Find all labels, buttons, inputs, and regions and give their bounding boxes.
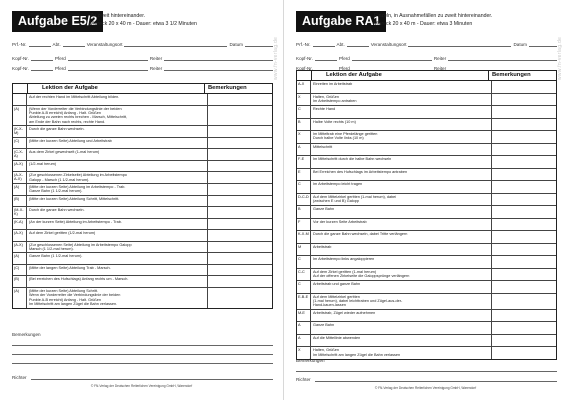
arena-letter: (A)	[13, 106, 27, 126]
lesson-text: Halbe Volte rechts (10 m)	[311, 119, 492, 131]
table-body	[297, 81, 556, 359]
remarks-cell[interactable]	[208, 138, 272, 149]
arena-letter: C	[297, 181, 311, 193]
lesson-text: Im Mittelschritt durch die halbe Bahn wechseln	[311, 156, 492, 168]
arena-letter: F-E	[297, 156, 311, 168]
watermark: www.fn-verlag.de	[273, 36, 279, 80]
right-sheet	[284, 0, 567, 400]
remarks-cell[interactable]	[492, 322, 556, 334]
lesson-text: Im Mitteltrab eine Pferdelänge geritten Durch halbe Volte links (10 m)	[311, 131, 492, 143]
field-line[interactable]	[31, 55, 53, 61]
field-label: Datum	[513, 42, 527, 47]
remarks-cell[interactable]	[208, 94, 272, 105]
arena-letter: B	[297, 206, 311, 218]
table-row	[297, 119, 556, 132]
arena-letter: (A-X)	[13, 242, 27, 253]
arena-letter: (M-X-K)	[13, 207, 27, 218]
arena-letter: A	[297, 144, 311, 156]
lesson-text: (Mitte der kurzen Seite) Abteilung Schritt, Mittelschritt.	[27, 196, 208, 207]
lesson-text: (1/2-mal herum)	[27, 161, 208, 172]
remarks-cell[interactable]	[492, 181, 556, 193]
remarks-cell[interactable]	[208, 172, 272, 183]
table-row	[13, 219, 272, 231]
signature-line[interactable]	[315, 376, 557, 382]
lesson-text: Einreiten im Arbeitstrab	[311, 81, 492, 93]
table-row	[297, 231, 556, 244]
field-line[interactable]	[29, 41, 51, 47]
arena-letter: A	[297, 335, 311, 347]
arena-letter: F	[297, 219, 311, 231]
arena-letter: (A-X)	[13, 161, 27, 172]
lesson-text: Mittelschritt	[311, 144, 492, 156]
table-row	[297, 156, 556, 169]
arena-letter: (A)	[13, 288, 27, 308]
table-row	[13, 126, 272, 138]
lesson-text: (Mitte der kurzen Seite) Abteilung im Arbeitstempo - Trab. Ganze Bahn (1 1/2-mal herum).	[27, 184, 208, 195]
signature-label: Richter	[296, 377, 311, 382]
description-line-1: Zu zweit hintereinander.	[90, 13, 146, 19]
table-row	[13, 207, 272, 219]
remarks-cell[interactable]	[208, 149, 272, 160]
lesson-text: (Zur geschlossenen Seite) Abteilung im Arbeitstempo Galopp Marsch (1 1/2-mal herum).	[27, 242, 208, 253]
lesson-text: Arbeitstrab	[311, 244, 492, 256]
table-row	[297, 269, 556, 282]
lesson-text: Auf der rechten Hand im Mittelschritt Abteilung bilden.	[27, 94, 208, 105]
remarks-cell[interactable]	[492, 256, 556, 268]
table-row	[13, 265, 272, 277]
remarks-cell[interactable]	[208, 288, 272, 308]
remarks-cell[interactable]	[208, 276, 272, 287]
field-line[interactable]	[31, 65, 53, 71]
lesson-text: Halten, Grüßen Im Mittelschritt am langen Zügel die Bahn verlassen	[311, 347, 492, 359]
lesson-text: (An der kurzen Seite) Abteilung im Arbeitstempo - Trab.	[27, 219, 208, 230]
arena-letter: E	[297, 169, 311, 181]
arena-letter: C-C	[297, 269, 311, 281]
field-label: Kopf-Nr.	[12, 56, 29, 61]
field-line[interactable]	[124, 41, 227, 47]
table-row	[297, 310, 556, 323]
field-label: Reiter	[149, 66, 163, 71]
remarks-cell[interactable]	[492, 244, 556, 256]
lesson-text: (Mitte der kurzen Seite) Abteilung Schritt. Wenn der Vorderreiter die Verbindungslinie der beiden Punkte A-B erreicht) Anfang - Halt. Grüßen Im Mittelschritt am langen Zügel die Bahn verlassen.	[27, 288, 208, 308]
lesson-table	[12, 83, 273, 309]
table-row	[297, 181, 556, 194]
arena-letter: D-C-D	[297, 194, 311, 206]
lesson-text: Auf dem Zirkel geritten (1-mal herum) Auf der offenen Zirkelseite die Galoppsprünge verlängern	[311, 269, 492, 281]
table-row	[13, 230, 272, 242]
signature-row	[296, 374, 557, 382]
field-line[interactable]	[408, 41, 511, 47]
lesson-text: Ganze Bahn	[311, 206, 492, 218]
field-line[interactable]	[68, 65, 148, 71]
remarks-cell[interactable]	[492, 294, 556, 309]
watermark: www.fn-verlag.de	[557, 36, 563, 80]
remarks-label: Bemerkungen	[296, 358, 325, 363]
remarks-cell[interactable]	[208, 161, 272, 172]
remarks-label: Bemerkungen	[12, 332, 41, 337]
description-line-2: Viereck 20 x 40 m - Dauer: etwa 3 1/2 Minuten	[90, 21, 197, 27]
lesson-table	[296, 70, 557, 360]
table-header	[297, 71, 556, 81]
field-row	[296, 54, 557, 61]
remarks-cell[interactable]	[208, 126, 272, 137]
arena-letter: (K-X-M)	[13, 126, 27, 137]
remarks-cell[interactable]	[492, 194, 556, 206]
arena-letter: C	[297, 256, 311, 268]
remarks-cell[interactable]	[492, 169, 556, 181]
arena-letter: (A)	[13, 253, 27, 264]
table-row	[297, 106, 556, 119]
lesson-text: Ganze Bahn	[311, 322, 492, 334]
lesson-text: Arbeitstrab, Zügel wieder aufnehmen	[311, 310, 492, 322]
field-line[interactable]	[68, 55, 148, 61]
arena-letter: C	[297, 106, 311, 118]
footer: © FN-Verlag der Deutschen Reiterlichen Vereinigung GmbH, Warendorf	[374, 386, 477, 390]
arena-letter: (B)	[13, 196, 27, 207]
sheet-header	[296, 11, 557, 33]
remarks-cell[interactable]	[492, 156, 556, 168]
arena-letter: (C)	[13, 265, 27, 276]
remarks-line[interactable]	[12, 337, 273, 346]
lesson-text: Im Arbeitstempo leicht tragen	[311, 181, 492, 193]
arena-letter	[13, 94, 27, 105]
field-label: Veranstaltungsort	[370, 42, 407, 47]
table-row	[297, 256, 556, 269]
signature-label: Richter	[12, 375, 27, 380]
remarks-line[interactable]	[12, 355, 273, 364]
table-row	[13, 106, 272, 127]
arena-letter: X	[297, 347, 311, 359]
remarks-cell[interactable]	[492, 94, 556, 106]
table-row	[297, 335, 556, 348]
lesson-text: Auf dem Zirkel geritten (1/2-mal herum)	[27, 230, 208, 241]
arena-letter: A-X	[297, 81, 311, 93]
field-line[interactable]	[63, 41, 85, 47]
arena-letter: (C)	[13, 138, 27, 149]
remarks-cell[interactable]	[492, 106, 556, 118]
field-row	[12, 64, 273, 71]
field-line[interactable]	[448, 55, 557, 61]
remarks-cell[interactable]	[208, 106, 272, 126]
arena-letter: A	[297, 322, 311, 334]
table-row	[13, 253, 272, 265]
table-row	[297, 347, 556, 359]
lesson-text: Arbeitstrab und ganze Bahn	[311, 281, 492, 293]
table-row	[13, 288, 272, 308]
description-line-2: Viereck 20 x 40 m - Dauer: etwa 3 Minuten	[374, 21, 473, 27]
arena-letter: M-E	[297, 310, 311, 322]
signature-line[interactable]	[31, 374, 273, 380]
table-row	[13, 276, 272, 288]
table-row	[297, 244, 556, 257]
table-row	[13, 161, 272, 173]
arena-letter: K-X-M	[297, 231, 311, 243]
field-label: Pferd	[54, 66, 66, 71]
lesson-text: Vor der kurzen Seite Arbeitstrab	[311, 219, 492, 231]
field-label: Veranstaltungsort	[86, 42, 123, 47]
field-row	[296, 40, 557, 47]
remarks-cell[interactable]	[492, 144, 556, 156]
table-row	[297, 281, 556, 294]
table-row	[13, 138, 272, 150]
field-line[interactable]	[245, 41, 273, 47]
remarks-section	[12, 332, 273, 364]
arena-letter: (K-A)	[13, 219, 27, 230]
field-label: Kopf-Nr.	[296, 56, 313, 61]
table-row	[297, 94, 556, 107]
table-row	[13, 196, 272, 208]
lesson-text: Im Arbeitstempo links angaloppieren	[311, 256, 492, 268]
remarks-column-header: Bemerkungen	[208, 85, 247, 91]
field-label: Prf.-Nr.	[296, 42, 311, 47]
remarks-cell[interactable]	[492, 310, 556, 322]
field-label: Reiter	[149, 56, 163, 61]
arena-letter: (A)	[13, 184, 27, 195]
lesson-text: Halten, Grüßen Im Arbeitstempo antraben	[311, 94, 492, 106]
table-row	[297, 294, 556, 310]
lesson-text: Auf dem Mittelzirkel geritten (1-mal herum), dabei (zwischen E und B) Galopp	[311, 194, 492, 206]
table-row	[297, 206, 556, 219]
field-line[interactable]	[529, 41, 557, 47]
field-label: Reiter	[433, 56, 447, 61]
field-label: Abt.	[52, 42, 61, 47]
arena-letter: C	[297, 281, 311, 293]
lesson-text: (Mitte der langen Seite) Abteilung Trab - Marsch.	[27, 265, 208, 276]
field-line[interactable]	[313, 41, 335, 47]
table-row	[13, 172, 272, 184]
lesson-text: Durch die ganze Bahn wechseln.	[27, 126, 208, 137]
left-sheet	[0, 0, 283, 400]
remarks-cell[interactable]	[492, 206, 556, 218]
field-line[interactable]	[352, 55, 432, 61]
field-label: Prf.-Nr.	[12, 42, 27, 47]
task-description	[90, 12, 197, 28]
table-row	[13, 184, 272, 196]
remarks-cell[interactable]	[208, 196, 272, 207]
remarks-line[interactable]	[296, 363, 557, 372]
field-label: Pferd	[338, 66, 350, 71]
footer: © FN-Verlag der Deutschen Reiterlichen Vereinigung GmbH, Warendorf	[90, 384, 193, 388]
arena-letter: (C-X-A)	[13, 149, 27, 160]
field-label: Kopf-Nr.	[12, 66, 29, 71]
arena-letter: B	[297, 119, 311, 131]
remarks-cell[interactable]	[492, 281, 556, 293]
table-row	[297, 131, 556, 144]
remarks-cell[interactable]	[492, 269, 556, 281]
arena-letter: (B)	[13, 276, 27, 287]
remarks-section	[296, 358, 557, 372]
field-line[interactable]	[164, 55, 273, 61]
task-title: Aufgabe E5/2	[12, 11, 103, 32]
remarks-cell[interactable]	[208, 265, 272, 276]
lesson-text: Ganze Bahn (1 1/2-mal herum).	[27, 253, 208, 264]
arena-letter: X	[297, 94, 311, 106]
lesson-text: (Zur geschlossenen Zirkelseite) Abteilung im Arbeitstempo Galopp - Marsch (1 1/2-mal herum).	[27, 172, 208, 183]
field-label: Pferd	[54, 56, 66, 61]
description-line-1: Einzeln, in Ausnahmefällen zu zweit hintereinander.	[374, 13, 493, 19]
remarks-column-header: Bemerkungen	[492, 72, 531, 78]
remarks-cell[interactable]	[492, 347, 556, 359]
field-label: Reiter	[433, 66, 447, 71]
remarks-cell[interactable]	[492, 231, 556, 243]
remarks-line[interactable]	[12, 346, 273, 355]
field-label: Abt.	[336, 42, 345, 47]
remarks-cell[interactable]	[208, 242, 272, 253]
remarks-cell[interactable]	[208, 253, 272, 264]
lesson-text: Rechte Hand	[311, 106, 492, 118]
letter-column-header	[297, 71, 312, 80]
lesson-column-header: Lektion der Aufgabe	[312, 71, 489, 80]
remarks-cell[interactable]	[492, 335, 556, 347]
lesson-text: Aus dem Zirkel gewechselt (1-mal herum)	[27, 149, 208, 160]
lesson-text: (Wenn der Vorderreiter die Verbindungslinie der beiden Punkte A-B erreicht) Anfang - Halt. Grüßen Abteilung zu zweien rechts brechen - Marsch, Mittelschritt, am Ende der Bahn nach rechts, rechte Hand.	[27, 106, 208, 126]
table-row	[13, 94, 272, 106]
remarks-cell[interactable]	[492, 81, 556, 93]
lesson-text: Auf die Mittellinie abwenden	[311, 335, 492, 347]
task-description	[374, 12, 492, 28]
remarks-cell[interactable]	[492, 131, 556, 143]
task-title: Aufgabe RA1	[296, 11, 386, 32]
lesson-text: Auf dem Mittelzirkel geritten (1-mal herum), dabei leichttraben und Zügel-aus-der- Hand-kauen-lassen	[311, 294, 492, 309]
remarks-cell[interactable]	[208, 184, 272, 195]
field-label: Datum	[229, 42, 243, 47]
arena-letter: (A-X-A-X)	[13, 172, 27, 183]
lesson-text: (Bei erreichen des Hufschlags) Anfang rechts um - Marsch.	[27, 276, 208, 287]
table-row	[297, 81, 556, 94]
table-header	[13, 84, 272, 94]
arena-letter: (A-X)	[13, 230, 27, 241]
field-line[interactable]	[315, 55, 337, 61]
lesson-text: Durch die ganze Bahn wechseln, dabei Tritte verlängern	[311, 231, 492, 243]
arena-letter: M	[297, 244, 311, 256]
table-row	[297, 219, 556, 232]
table-row	[297, 322, 556, 335]
remarks-cell[interactable]	[208, 219, 272, 230]
table-row	[297, 169, 556, 182]
arena-letter: X	[297, 131, 311, 143]
field-row	[12, 40, 273, 47]
sheet-header	[12, 11, 273, 33]
lesson-text: Durch die ganze Bahn wechseln.	[27, 207, 208, 218]
table-row	[297, 194, 556, 207]
letter-column-header	[13, 84, 28, 93]
remarks-cell[interactable]	[208, 207, 272, 218]
table-row	[13, 149, 272, 161]
signature-row	[12, 372, 273, 380]
field-label: Kopf-Nr.	[296, 66, 313, 71]
table-row	[13, 242, 272, 254]
table-body	[13, 94, 272, 308]
table-row	[297, 144, 556, 157]
lesson-text: Bei Erreichen des Hufschlags im Arbeitstempo antraben	[311, 169, 492, 181]
field-row	[12, 54, 273, 61]
arena-letter: E-B-E	[297, 294, 311, 309]
field-line[interactable]	[164, 65, 273, 71]
remarks-cell[interactable]	[208, 230, 272, 241]
remarks-cell[interactable]	[492, 219, 556, 231]
field-label: Pferd	[338, 56, 350, 61]
lesson-text: (Mitte der kurzen Seite) Abteilung und Arbeitstrab	[27, 138, 208, 149]
field-line[interactable]	[347, 41, 369, 47]
remarks-cell[interactable]	[492, 119, 556, 131]
lesson-column-header: Lektion der Aufgabe	[28, 84, 205, 93]
